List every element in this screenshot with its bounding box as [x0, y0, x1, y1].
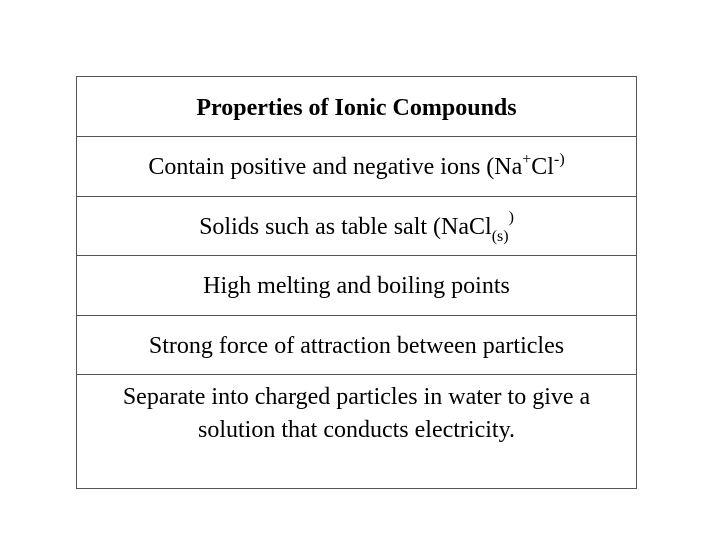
row-attraction-text: Strong force of attraction between particles: [148, 333, 565, 359]
row-conductivity-line1: Separate into charged particles in water to give a: [122, 384, 591, 410]
row-ions-chlorine: Cl: [531, 154, 554, 180]
row-solids-main: Solids such as table salt (NaCl: [199, 214, 492, 240]
row-solids-text: [77, 209, 636, 245]
row-conductivity-line2: solution that conducts electricity.: [197, 417, 516, 443]
row-ions-plus-superscript: +: [522, 151, 532, 168]
row-solids-state-subscript: (s): [491, 228, 509, 245]
properties-table: [76, 76, 637, 489]
table-row-solids: [77, 197, 636, 256]
row-conductivity-text: [77, 381, 636, 447]
row-ions-minus-superscript: -): [553, 151, 565, 168]
row-ions-text: [77, 152, 636, 182]
table-row-ions: [77, 137, 636, 197]
table-row-melting: [77, 256, 636, 316]
row-melting-text: High melting and boiling points: [203, 273, 510, 299]
row-solids-paren-superscript: ): [508, 209, 514, 226]
table-row-conductivity: [77, 375, 636, 488]
table-title: Properties of Ionic Compounds: [196, 95, 517, 121]
table-row-attraction: [77, 316, 636, 375]
table-header-row: [77, 77, 636, 137]
row-ions-main: Contain positive and negative ions (Na: [148, 154, 523, 180]
